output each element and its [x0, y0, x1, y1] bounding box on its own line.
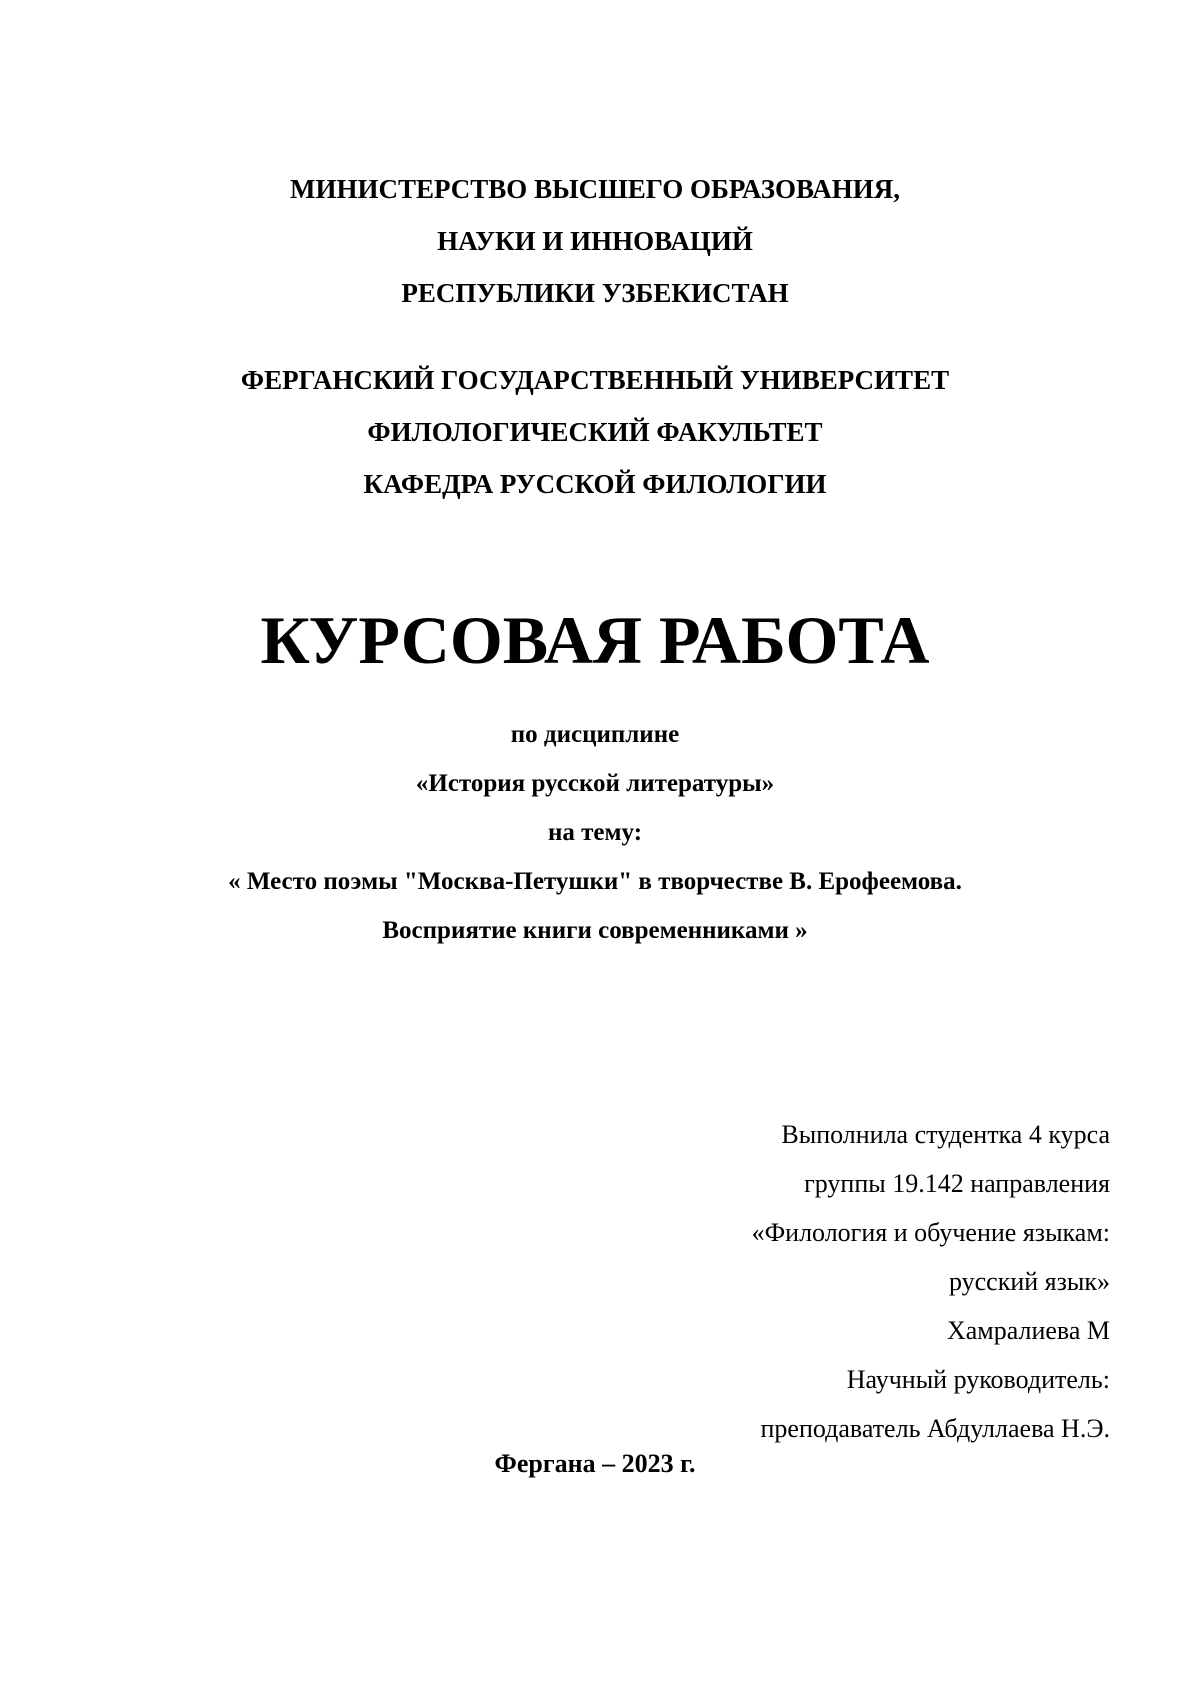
- subject-block: [0, 710, 1190, 955]
- university-name: ФЕРГАНСКИЙ ГОСУДАРСТВЕННЫЙ УНИВЕРСИТЕТ: [240, 365, 950, 395]
- author-name: Хамралиева М: [946, 1316, 1110, 1345]
- ministry-heading: [0, 163, 1190, 319]
- author-block: [752, 1110, 1110, 1453]
- author-line: русский язык»: [948, 1267, 1110, 1296]
- subject-line: на тему:: [547, 819, 643, 846]
- ministry-line: НАУКИ И ИННОВАЦИЙ: [437, 226, 753, 256]
- supervisor-name: преподаватель Абдуллаева Н.Э.: [760, 1414, 1110, 1443]
- topic-line: Восприятие книги современниками »: [382, 917, 808, 944]
- author-line: «Филология и обучение языкам:: [751, 1218, 1110, 1247]
- discipline-name: «История русской литературы»: [415, 770, 775, 797]
- ministry-line: МИНИСТЕРСТВО ВЫСШЕГО ОБРАЗОВАНИЯ,: [289, 174, 901, 204]
- institution-heading: [0, 354, 1190, 510]
- faculty-name: ФИЛОЛОГИЧЕСКИЙ ФАКУЛЬТЕТ: [367, 417, 823, 447]
- department-name: КАФЕДРА РУССКОЙ ФИЛОЛОГИИ: [363, 469, 827, 499]
- supervisor-label: Научный руководитель:: [846, 1365, 1110, 1394]
- document-title: КУРСОВАЯ РАБОТА: [260, 602, 930, 678]
- ministry-line: РЕСПУБЛИКИ УЗБЕКИСТАН: [401, 278, 789, 308]
- author-line: Выполнила студентка 4 курса: [781, 1120, 1110, 1149]
- city-year: Фергана – 2023 г.: [494, 1449, 696, 1478]
- subject-line: по дисциплине: [510, 721, 680, 748]
- topic-line: « Место поэмы "Москва-Петушки" в творчестве В. Ерофеемова.: [228, 868, 962, 895]
- author-line: группы 19.142 направления: [804, 1169, 1110, 1198]
